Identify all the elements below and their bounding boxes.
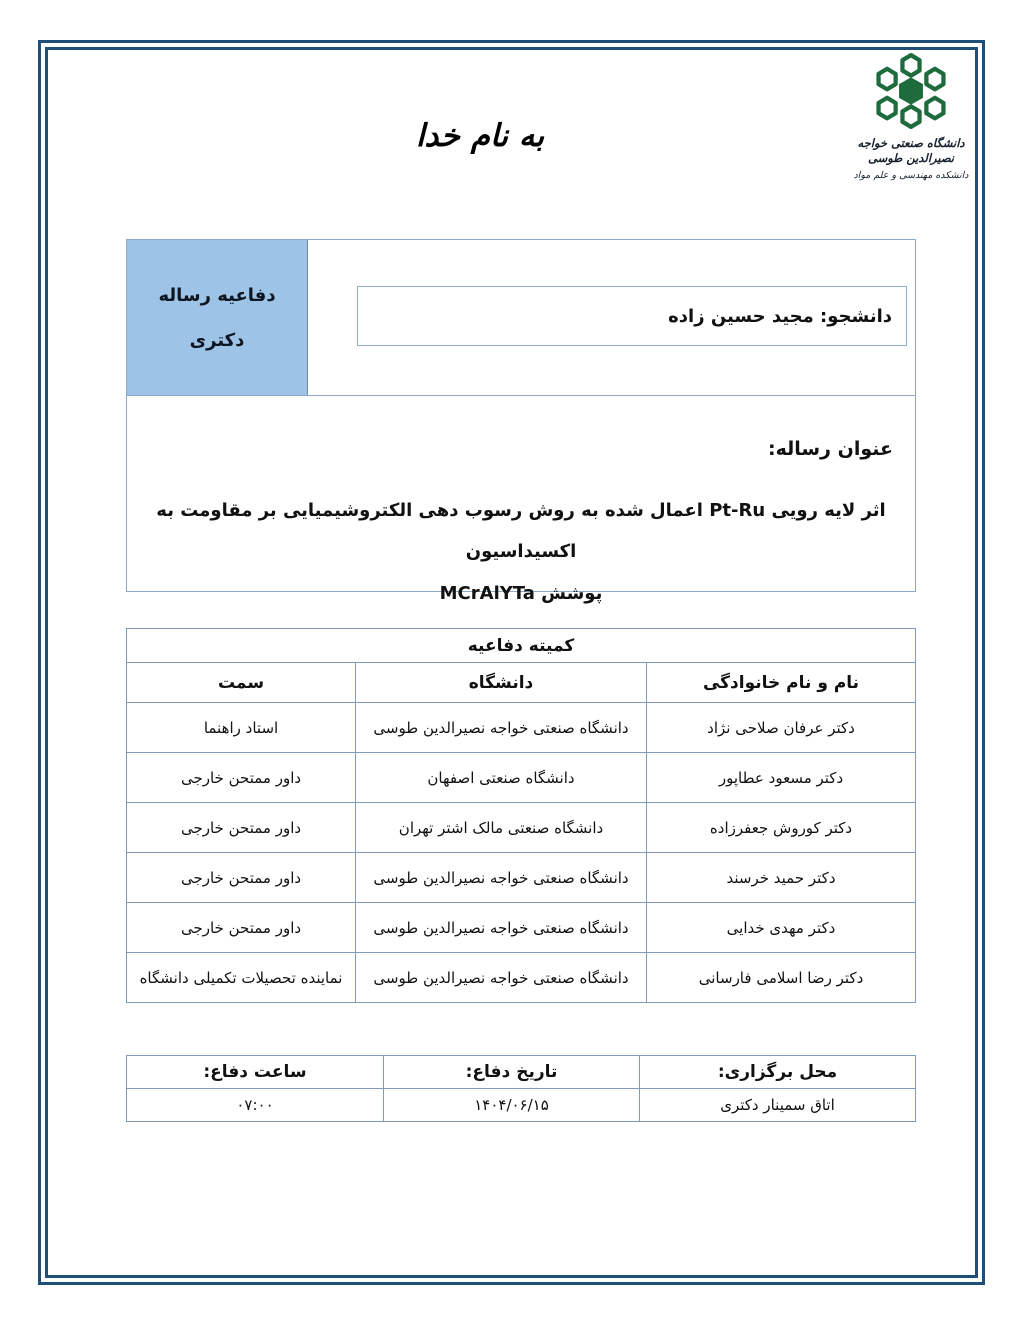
member-name: دکتر رضا اسلامی فارسانی [698, 968, 864, 987]
member-name: دکتر مهدی خدایی [726, 918, 836, 937]
venue-label: محل برگزاری: [717, 1062, 838, 1082]
member-university: دانشگاه صنعتی مالک اشتر تهران [356, 803, 647, 852]
member-role: داور ممتحن خارجی [127, 753, 356, 802]
committee-row [127, 952, 915, 1002]
university-logo [838, 50, 984, 181]
defense-type-line1: دفاعیه رساله [158, 284, 276, 306]
member-role: داور ممتحن خارجی [127, 853, 356, 902]
column-header-role: سمت [127, 663, 356, 702]
time-value: ۰۷:۰۰ [127, 1089, 384, 1121]
member-role: نماینده تحصیلات تکمیلی دانشگاه [127, 953, 356, 1002]
schedule-values-row [127, 1088, 915, 1121]
column-header-name: نام و نام خانوادگی [702, 672, 860, 693]
defense-type-line2: دکتری [189, 329, 245, 351]
committee-row [127, 852, 915, 902]
column-header-university: دانشگاه [356, 663, 647, 702]
thesis-title-line1: اثر لایه رویی Pt-Ru اعمال شده به روش رسوب دهی الکتروشیمیایی بر مقاومت به اکسیداسیون [156, 500, 886, 563]
member-role: استاد راهنما [127, 703, 356, 752]
thesis-title-cell [127, 395, 915, 604]
member-name: دکتر مسعود عطاپور [718, 768, 844, 787]
bismillah-calligraphy: به نام خدا [415, 118, 545, 154]
member-role: داور ممتحن خارجی [127, 803, 356, 852]
member-name: دکتر حمید خرسند [726, 868, 836, 887]
committee-row [127, 902, 915, 952]
student-cell [308, 240, 915, 395]
thesis-title-text [141, 490, 901, 614]
member-role: داور ممتحن خارجی [127, 903, 356, 952]
member-university: دانشگاه صنعتی خواجه نصیرالدین طوسی [356, 953, 647, 1002]
date-label: تاریخ دفاع: [384, 1056, 640, 1088]
thesis-title-line2: پوشش MCrAlYTa [439, 582, 603, 604]
university-emblem-icon [838, 50, 984, 132]
thesis-title-label: عنوان رساله: [767, 438, 893, 460]
defense-type-cell [127, 240, 308, 395]
committee-table-title: کمیته دفاعیه [467, 635, 575, 656]
committee-row [127, 802, 915, 852]
committee-row [127, 752, 915, 802]
schedule-table [126, 1055, 916, 1122]
student-name: دانشجو: مجید حسین زاده [668, 305, 892, 327]
member-university: دانشگاه صنعتی خواجه نصیرالدین طوسی [356, 703, 647, 752]
defense-header-row [127, 240, 915, 395]
committee-row [127, 702, 915, 752]
member-university: دانشگاه صنعتی اصفهان [356, 753, 647, 802]
defense-header-table [126, 239, 916, 604]
university-name-calligraphy: دانشگاه صنعتی خواجه نصیرالدین طوسی [857, 136, 965, 165]
member-university: دانشگاه صنعتی خواجه نصیرالدین طوسی [356, 853, 647, 902]
date-value: ۱۴۰۴/۰۶/۱۵ [384, 1089, 640, 1121]
schedule-header-row [127, 1056, 915, 1088]
member-name: دکتر عرفان صلاحی نژاد [707, 718, 855, 737]
member-name: دکتر کوروش جعفرزاده [709, 818, 853, 837]
time-label: ساعت دفاع: [127, 1056, 384, 1088]
student-name-box [357, 286, 907, 346]
committee-header-row [127, 662, 915, 702]
committee-table [126, 628, 916, 1003]
member-university: دانشگاه صنعتی خواجه نصیرالدین طوسی [356, 903, 647, 952]
faculty-name-calligraphy: دانشکده مهندسی و علم مواد [853, 169, 969, 181]
venue-value: اتاق سمینار دکتری [720, 1096, 835, 1114]
